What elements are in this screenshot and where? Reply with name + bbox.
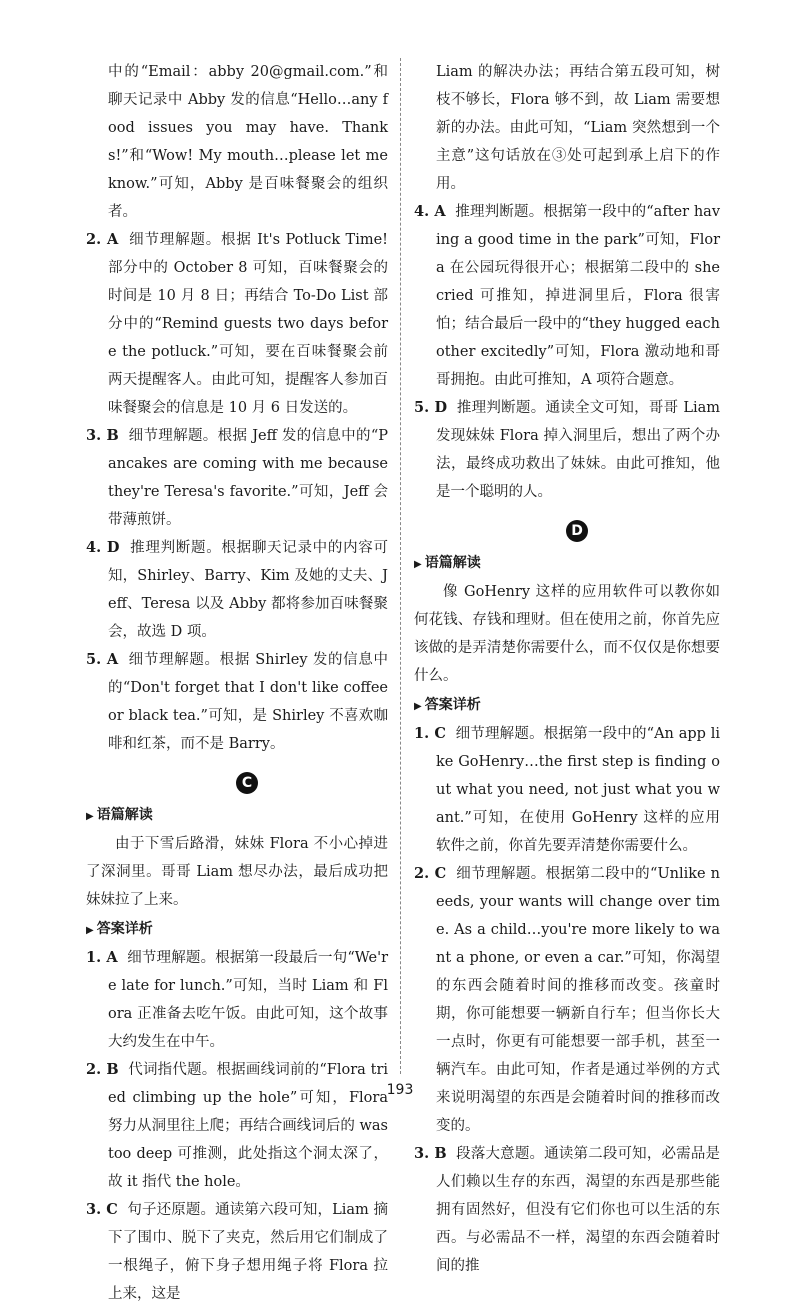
triangle-arrow-icon: ▶ xyxy=(86,925,94,936)
answer-item: 3. B 段落大意题。通读第二段可知，必需品是人们赖以生存的东西，渴望的东西是那些能拥有固然好，但没有它们你也可以生活的东西。与必需品不一样，渴望的东西会随着时间的推 xyxy=(414,1145,720,1274)
answer-details-heading: ▶ 答案详析 xyxy=(86,921,153,937)
passage-intro: 像 GoHenry 这样的应用软件可以教你如何花钱、存钱和理财。但在使用之前，你首先应该做的是弄清楚你需要什么，而不仅仅是你想要什么。 xyxy=(414,584,720,684)
answer-item: 1. C 细节理解题。根据第一段中的“An app like GoHenry…the first step is finding out what you need, not just what you want.”可知，在使用 GoHenry 这样的应用软件之前，你首先要弄清楚你需要什么。 xyxy=(414,725,720,854)
section-d-badge: D xyxy=(566,520,588,542)
page-number: 193 xyxy=(386,1082,414,1098)
answer-item: 4. D 推理判断题。根据聊天记录中的内容可知，Shirley、Barry、Kim 及她的丈夫、Jeff、Teresa 以及 Abby 都将参加百味餐聚会，故选 D 项。 xyxy=(86,539,389,640)
passage-intro: 由于下雪后路滑，妹妹 Flora 不小心掉进了深洞里。哥哥 Liam 想尽办法，最后成功把妹妹拉了上来。 xyxy=(86,836,388,908)
continued-answer-text: Liam 的解决办法；再结合第五段可知，树枝不够长，Flora 够不到，故 Liam 需要想新的办法。由此可知，“Liam 突然想到一个主意”这句话放在③处可起到承上启下的作用。 xyxy=(436,64,720,192)
section-c-badge: C xyxy=(236,772,258,794)
triangle-arrow-icon: ▶ xyxy=(86,811,94,822)
answer-item: 2. A 细节理解题。根据 It's Potluck Time! 部分中的 October 8 可知，百味餐聚会的时间是 10 月 8 日；再结合 To-Do List 部分中的“Remind guests two days before the potluck.”可知，要在百味餐聚会前两天提醒客人。由此可知，提醒客人参加百味餐聚会的信息是 10 月 6 日发送的。 xyxy=(86,231,389,416)
answer-item: 3. B 细节理解题。根据 Jeff 发的信息中的“Pancakes are coming with me because they're Teresa's favorite.”可知，Jeff 会带薄煎饼。 xyxy=(86,427,388,528)
answer-item: 2. B 代词指代题。根据画线词前的“Flora tried climbing up the hole”可知，Flora 努力从洞里往上爬；再结合画线词后的 was too deep 可推测，此处指这个洞太深了，故 it 指代 the hole。 xyxy=(86,1061,389,1190)
passage-interpretation-heading: ▶ 语篇解读 xyxy=(414,555,481,571)
triangle-arrow-icon: ▶ xyxy=(414,559,422,570)
answer-details-heading: ▶ 答案详析 xyxy=(414,697,481,713)
answer-item: 5. D 推理判断题。通读全文可知，哥哥 Liam 发现妹妹 Flora 掉入洞里后，想出了两个办法，最终成功救出了妹妹。由此可推知，他是一个聪明的人。 xyxy=(414,399,721,500)
answer-item: 5. A 细节理解题。根据 Shirley 发的信息中的“Don't forget that I don't like coffee or black tea.”可知，是 Shirley 不喜欢咖啡和红茶，而不是 Barry。 xyxy=(86,651,389,752)
column-divider xyxy=(400,58,401,1074)
triangle-arrow-icon: ▶ xyxy=(414,701,422,712)
answer-item: 3. C 句子还原题。通读第六段可知，Liam 摘下了围巾、脱下了夹克，然后用它们制成了一根绳子，俯下身子想用绳子将 Flora 拉上来，这是 xyxy=(86,1201,389,1302)
answer-item: 1. A 细节理解题。根据第一段最后一句“We're late for lunch.”可知，当时 Liam 和 Flora 正准备去吃午饭。由此可知，这个故事大约发生在中午。 xyxy=(86,949,389,1050)
left-column xyxy=(86,58,388,1308)
passage-interpretation-heading: ▶ 语篇解读 xyxy=(86,807,153,823)
continued-answer-text: 中的“Email：abby 20@gmail.com.”和聊天记录中 Abby 发的信息“Hello…any food issues you may have. Thanks!”和“Wow! My mouth…please let me know.”可知，Abby 是百味餐聚会的组织者。 xyxy=(108,64,388,220)
answer-item: 4. A 推理判断题。根据第一段中的“after having a good time in the park”可知，Flora 在公园玩得很开心；根据第二段中的 she cried 可推知，掉进洞里后，Flora 很害怕；结合最后一段中的“they hugged each other excitedly”可知，Flora 激动地和哥哥拥抱。由此可推知，A 项符合题意。 xyxy=(414,203,721,388)
answer-item: 2. C 细节理解题。根据第二段中的“Unlike needs, your wants will change over time. As a child…you're more likely to want a phone, or even a car.”可知，你渴望的东西会随着时间的推移而改变。孩童时期，你可能想要一辆新自行车；但当你长大一点时，你更有可能想要一部手机，甚至一辆汽车。由此可知，作者是通过举例的方式来说明渴望的东西是会随着时间的推移而改变的。 xyxy=(414,865,720,1134)
